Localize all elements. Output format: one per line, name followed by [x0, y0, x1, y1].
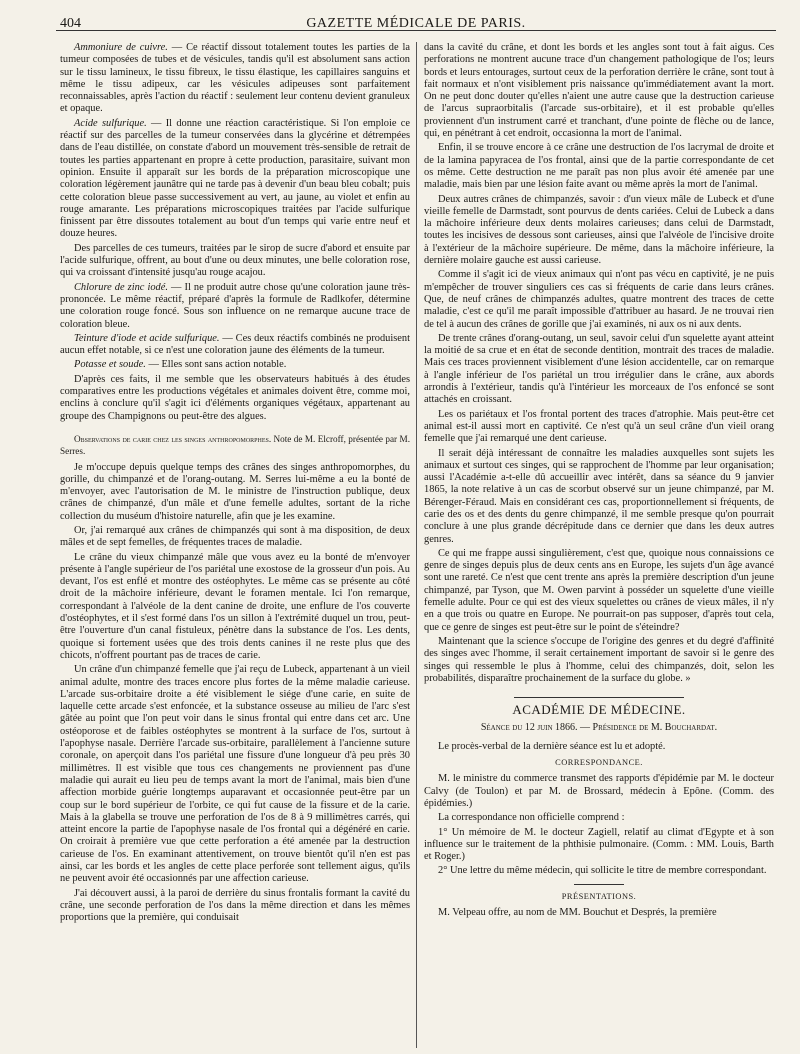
body-paragraph: Il serait déjà intéressant de connaître les maladies auxquelles sont sujets les animaux et surtout ces singes, qui se rapprochent de l'homme par leur organisation; aussi l'Académie a-t-elle dû accueillir avec intérêt, dans sa séance du 9 janvier 1865, la note relative à un cas de scorbut observé sur un jeune chimpanzé, par M. Bérenger-Féraud. Mais en considérant ces cas, proportionnellement si fréquents, de carie des os et des dents du genre chimpanzé, il me semble presque qu'on pourrait conclure à une plus grande décrépitude dans ce dernier que dans les deux autres genres.: [424, 447, 774, 545]
section-heading: [60, 433, 410, 458]
reagent-paragraph: Chlorure de zinc iodé. — Il ne produit autre chose qu'une coloration jaune très-prononcée. Le même réactif, préparé d'après la formule de Radlkofer, détermine une coloration rouge foncé. Sous son influence on ne remarque aucune trace de coloration bleue.: [60, 281, 410, 330]
body-paragraph: De trente crânes d'orang-outang, un seul, savoir celui d'un squelette ayant atteint la moitié de sa crue et en état de seconde dentition, montrait des traces de maladie. Mais ces traces proviennent visiblement d'une lésion accidentelle, car on remarque à l'angle inférieur de l'os pariétal un trou irrégulier dans le crâne, aux abords arrondis à l'extérieur, tandis qu'à l'intérieur les morceaux de l'os enfoncé se sont attachés en croissant.: [424, 332, 774, 406]
correspondence-heading: CORRESPONDANCE.: [555, 758, 643, 768]
body-paragraph: Des parcelles de ces tumeurs, traitées par le sirop de sucre d'abord et ensuite par l'acide sulfurique, offrent, au bout d'une ou deux minutes, une belle coloration rose, qui va croissant d'intensité jusqu'au rouge acajou.: [60, 242, 410, 279]
list-item: 1° Un mémoire de M. le docteur Zagiell, relatif au climat d'Egypte et à son influence sur le traitement de la phthisie pulmonaire. (Comm. : MM. Louis, Barth et Roger.): [424, 826, 774, 863]
body-paragraph: J'ai découvert aussi, à la paroi de derrière du sinus frontalis formant la cavité du crâne, une seconde perforation de l'os dans la même direction et dans les mêmes proportions que la première, qui conduisait: [60, 887, 410, 924]
list-item: 2° Une lettre du même médecin, qui sollicite le titre de membre correspondant.: [438, 865, 767, 877]
reagent-paragraph: Ammoniure de cuivre. — Ce réactif dissout totalement toutes les parties de la tumeur composées de tubes et de vésicules, tandis qu'il est absolument sans action sur le tissu lamineux, le tissu fibreux, le tissu élastique, les capillaires sanguins et même le tissu adipeux, car les vésicules adipeuses sont parfaitement reconnaissables, après l'action du réactif : seulement leur contenu devient granuleux et opaque.: [60, 42, 410, 115]
body-paragraph: D'après ces faits, il me semble que les observateurs habitués à des études comparatives entre les productions végétales et animales doivent être, comme moi, enclins à conclure qu'il s'agit ici d'éléments organiques végétaux, appartenant au groupe des Champignons ou peut-être des algues.: [60, 373, 410, 422]
section-title: Observations de carie chez les singes anthropomorphes.: [74, 433, 272, 444]
body-paragraph: dans la cavité du crâne, et dont les bords et les angles sont tout à fait aigus. Ces perforations ne montrent aucune trace d'un changement pathologique de l'os; leurs bords et leurs entourages, surtout ceux de la perforation derrière le crâne, sont tout à fait normaux et n'ont visiblement pris naissance qu'immédiatement avant la mort. On ne peut donc douter qu'elles n'aient une autre cause que la destruction carieuse de l'arcus supraorbitalis (l'arcade sus-orbitaire), et il est probable qu'elles proviennent d'un instrument carré et tranchant, d'une pointe de flèche ou de lance, qui, en pénétrant à cet endroit, occasionna la mort de l'animal.: [424, 42, 774, 140]
body-paragraph: Je m'occupe depuis quelque temps des crânes des singes anthropomorphes, du gorille, du chimpanzé et de l'orang-outang. M. Serres lui-même a eu la bonté de m'envoyer, avec l'autorisation de M. le ministre de l'instruction publique, deux crânes de chimpanzé, d'un mâle et d'une femelle adultes, sortant de la riche collection du muséum d'histoire naturelle, afin que je les examine.: [60, 461, 410, 522]
body-paragraph: Comme il s'agit ici de vieux animaux qui n'ont pas vécu en captivité, je ne puis m'empêcher de trouver singuliers ces cas si fréquents de carie dans leurs crânes. Que, de neuf crânes de chimpanzés adultes, quatre montrent des traces de cette maladie, c'est ce qu'il me paraît impossible d'attribuer au hasard. Je ne trouvai rien de tel à aucun des crânes de gorille que j'ai examinés, ni aux os ni aux dents.: [424, 269, 774, 330]
reagent-paragraph: Potasse et soude. — Elles sont sans action notable.: [74, 359, 287, 371]
reagent-paragraph: Acide sulfurique. — Il donne une réaction caractéristique. Si l'on emploie ce réactif sur des parcelles de la tumeur conservées dans la glycérine et détrempées dans de l'eau distillée, on constate d'abord un mouvement très-sensible de retrait de toutes les parties appartenant en propre à cette production, parasitaire, suivant mon opinion. Ensuite il apparaît sur les bords de la préparation microscopique une coloration légèrement jaunâtre qui ne tarde pas à devenir d'un beau bleu cobalt; puis cette coloration bleue passe successivement au vert, au jaune, au violet et enfin au rouge amarante. Les préparations microscopiques traitées par l'acide sulfurique finissent par être dissoutes totalement au bout d'un temps qui varie entre neuf et douze heures.: [60, 117, 410, 240]
body-paragraph: Maintenant que la science s'occupe de l'origine des genres et du degré d'affinité des singes avec l'homme, il serait certainement important de savoir si le genre des singes qui ressemble le plus à l'homme, celui des chimpanzés, doit, selon les probabilités, disparaître prochainement de la surface du globe. »: [424, 635, 774, 684]
body-paragraph: M. Velpeau offre, au nom de MM. Bouchut et Després, la première: [438, 907, 717, 918]
body-paragraph: Enfin, il se trouve encore à ce crâne une destruction de l'os lacrymal de droite et de la lamina papyracea de l'os frontal, ainsi que de la partie correspondante de cet os même. Cette destruction ne me paraît pas non plus avoir été amenée par une maladie, mais bien par une lésion faite avant ou même après la mort de l'animal.: [424, 142, 774, 191]
section-author: Note de M. Elcroff, présentée par M. Serres.: [60, 433, 410, 457]
journal-title: GAZETTE MÉDICALE DE PARIS.: [306, 16, 526, 31]
page-header: [56, 6, 776, 31]
body-paragraph: Or, j'ai remarqué aux crânes de chimpanzés qui sont à ma disposition, de deux mâles et de sept femelles, de fréquentes traces de maladie.: [60, 524, 410, 549]
column-divider: [416, 42, 417, 1048]
body-paragraph: Un crâne d'un chimpanzé femelle que j'ai reçu de Lubeck, appartenant à un vieil animal adulte, montre des traces encore plus fortes de la même maladie carieuse. L'arcade sus-orbitaire droite a été visiblement le siége d'une carie, en suite de laquelle cette arcade s'est enfoncée, et la substance osseuse au milieu de l'arc s'est gâtée au point que l'on peut voir dans le sinus frontal qui entre dans cet arc. Une ostéoporose et de faibles ostéophytes se montrent à la surface de l'os, surtout à l'apophyse nasale. Derrière l'arcade sus-orbitaire, parallèlement à l'ancienne suture coronale, on aperçoit dans l'os pariétal une fissure d'une longueur d'à peu près 30 millimètres. Il est visible que tous ces changements ne proviennent pas d'une maladie qui aurait eu lieu peu de temps avant la mort de l'animal, mais bien d'une affection morbide guérie longtemps auparavant et occasionnée peut-être par un coup sur le bord supérieur de l'orbite, ce qui fut cause de la fissure et de la carie. Mais à la glabella se trouve une perforation de l'os de 8 à 9 millimètres carrés, qui atteint encore la partie de l'apophyse nasale de l'os frontal qui a dégénéré en carie. On croirait à première vue que cette perforation a été amenée par la destruction carieuse de l'os. En examinant attentivement, on trouve bientôt qu'il n'en est pas ainsi, car les bords et les angles de cette place perforée sont tellement aigus, qu'ils ne peuvent avoir été occasionnés par une affection carieuse.: [60, 664, 410, 885]
body-paragraph: Deux autres crânes de chimpanzés, savoir : d'un vieux mâle de Lubeck et d'une vieille femelle de Darmstadt, sont pourvus de dents cariées. Celui de Lubeck a dans la mâchoire inférieure deux dents molaires carieuses; dans celui de Darmstadt, toutes les incisives de dessous sont carieuses, ainsi que l'alvéole de l'incisive droite à l'extérieur de la mâchoire supérieure. De même, dans la mâchoire inférieure, la dernière molaire gauche est aussi carieuse.: [424, 193, 774, 267]
body-paragraph: M. le ministre du commerce transmet des rapports d'épidémie par M. le docteur Calvy (de Toulon) et par M. de Brossard, médecin à Epône. (Comm. des épidémies.): [424, 773, 774, 809]
reagent-paragraph: Teinture d'iode et acide sulfurique. — Ces deux réactifs combinés ne produisent aucun effet notable, si ce n'est une coloration jaune des éléments de la tumeur.: [60, 332, 410, 357]
session-line: Séance du 12 juin 1866. — Présidence de M. Bouchardat.: [480, 722, 718, 734]
body-paragraph: La correspondance non officielle comprend :: [438, 812, 625, 824]
page-number: 404: [60, 16, 81, 31]
body-paragraph: Les os pariétaux et l'os frontal portent des traces d'atrophie. Mais peut-être cet animal est-il aussi mort en captivité. Ce n'est qu'à un seul crâne d'un vieil orang femelle que j'ai remarqué une dent carieuse.: [424, 408, 774, 445]
right-column: [424, 42, 774, 1052]
academy-title: ACADÉMIE DE MÉDECINE.: [512, 702, 686, 718]
presentations-heading: PRÉSENTATIONS.: [561, 891, 637, 901]
short-rule: [574, 884, 624, 885]
body-paragraph: Ce qui me frappe aussi singulièrement, c'est que, quoique nous connaissions ce genre de singes depuis plus de deux cents ans en Europe, les sujets d'un âge avancé sont une rareté. Ce n'est que cent trente ans après la première description d'un jeune chimpanzé, par Tyson, que M. Owen parvint à posséder un squelette d'une vieille femelle adulte. Pour ce qui est des vieux squelettes ou crânes de vieux mâles, il n'y en a que trois ou quatre en Europe. Ne pourrait-on pas supposer, d'après tout cela, que ce genre de singes est peut-être sur le point de s'éteindre?: [424, 547, 774, 633]
minutes-line: Le procès-verbal de la dernière séance est lu et adopté.: [438, 740, 666, 752]
left-column: [60, 42, 410, 1052]
body-paragraph: Le crâne du vieux chimpanzé mâle que vous avez eu la bonté de m'envoyer présente à l'angle supérieur de l'os pariétal une exostose de la grosseur d'un pois. Au devant, l'os est enflé et montre des ostéophytes. Le même cas se présente au côté droit de la mâchoire inférieure, devant le foramen mentale. Ici l'on remarque, correspondant à l'alvéole de la dent canine de droite, une enflure de l'os couverte d'ostéophytes, et il s'est formé dans l'os un sillon à l'extrémité duquel un trou, peut-être l'ouverture d'un canal fistuleux, pénètre dans la substance de l'os. Les dents, quoique si fortement usées que des trois dents canines il ne reste plus que des chicots, n'offrent pourtant pas de traces de carie.: [60, 551, 410, 661]
section-rule: [514, 697, 684, 698]
